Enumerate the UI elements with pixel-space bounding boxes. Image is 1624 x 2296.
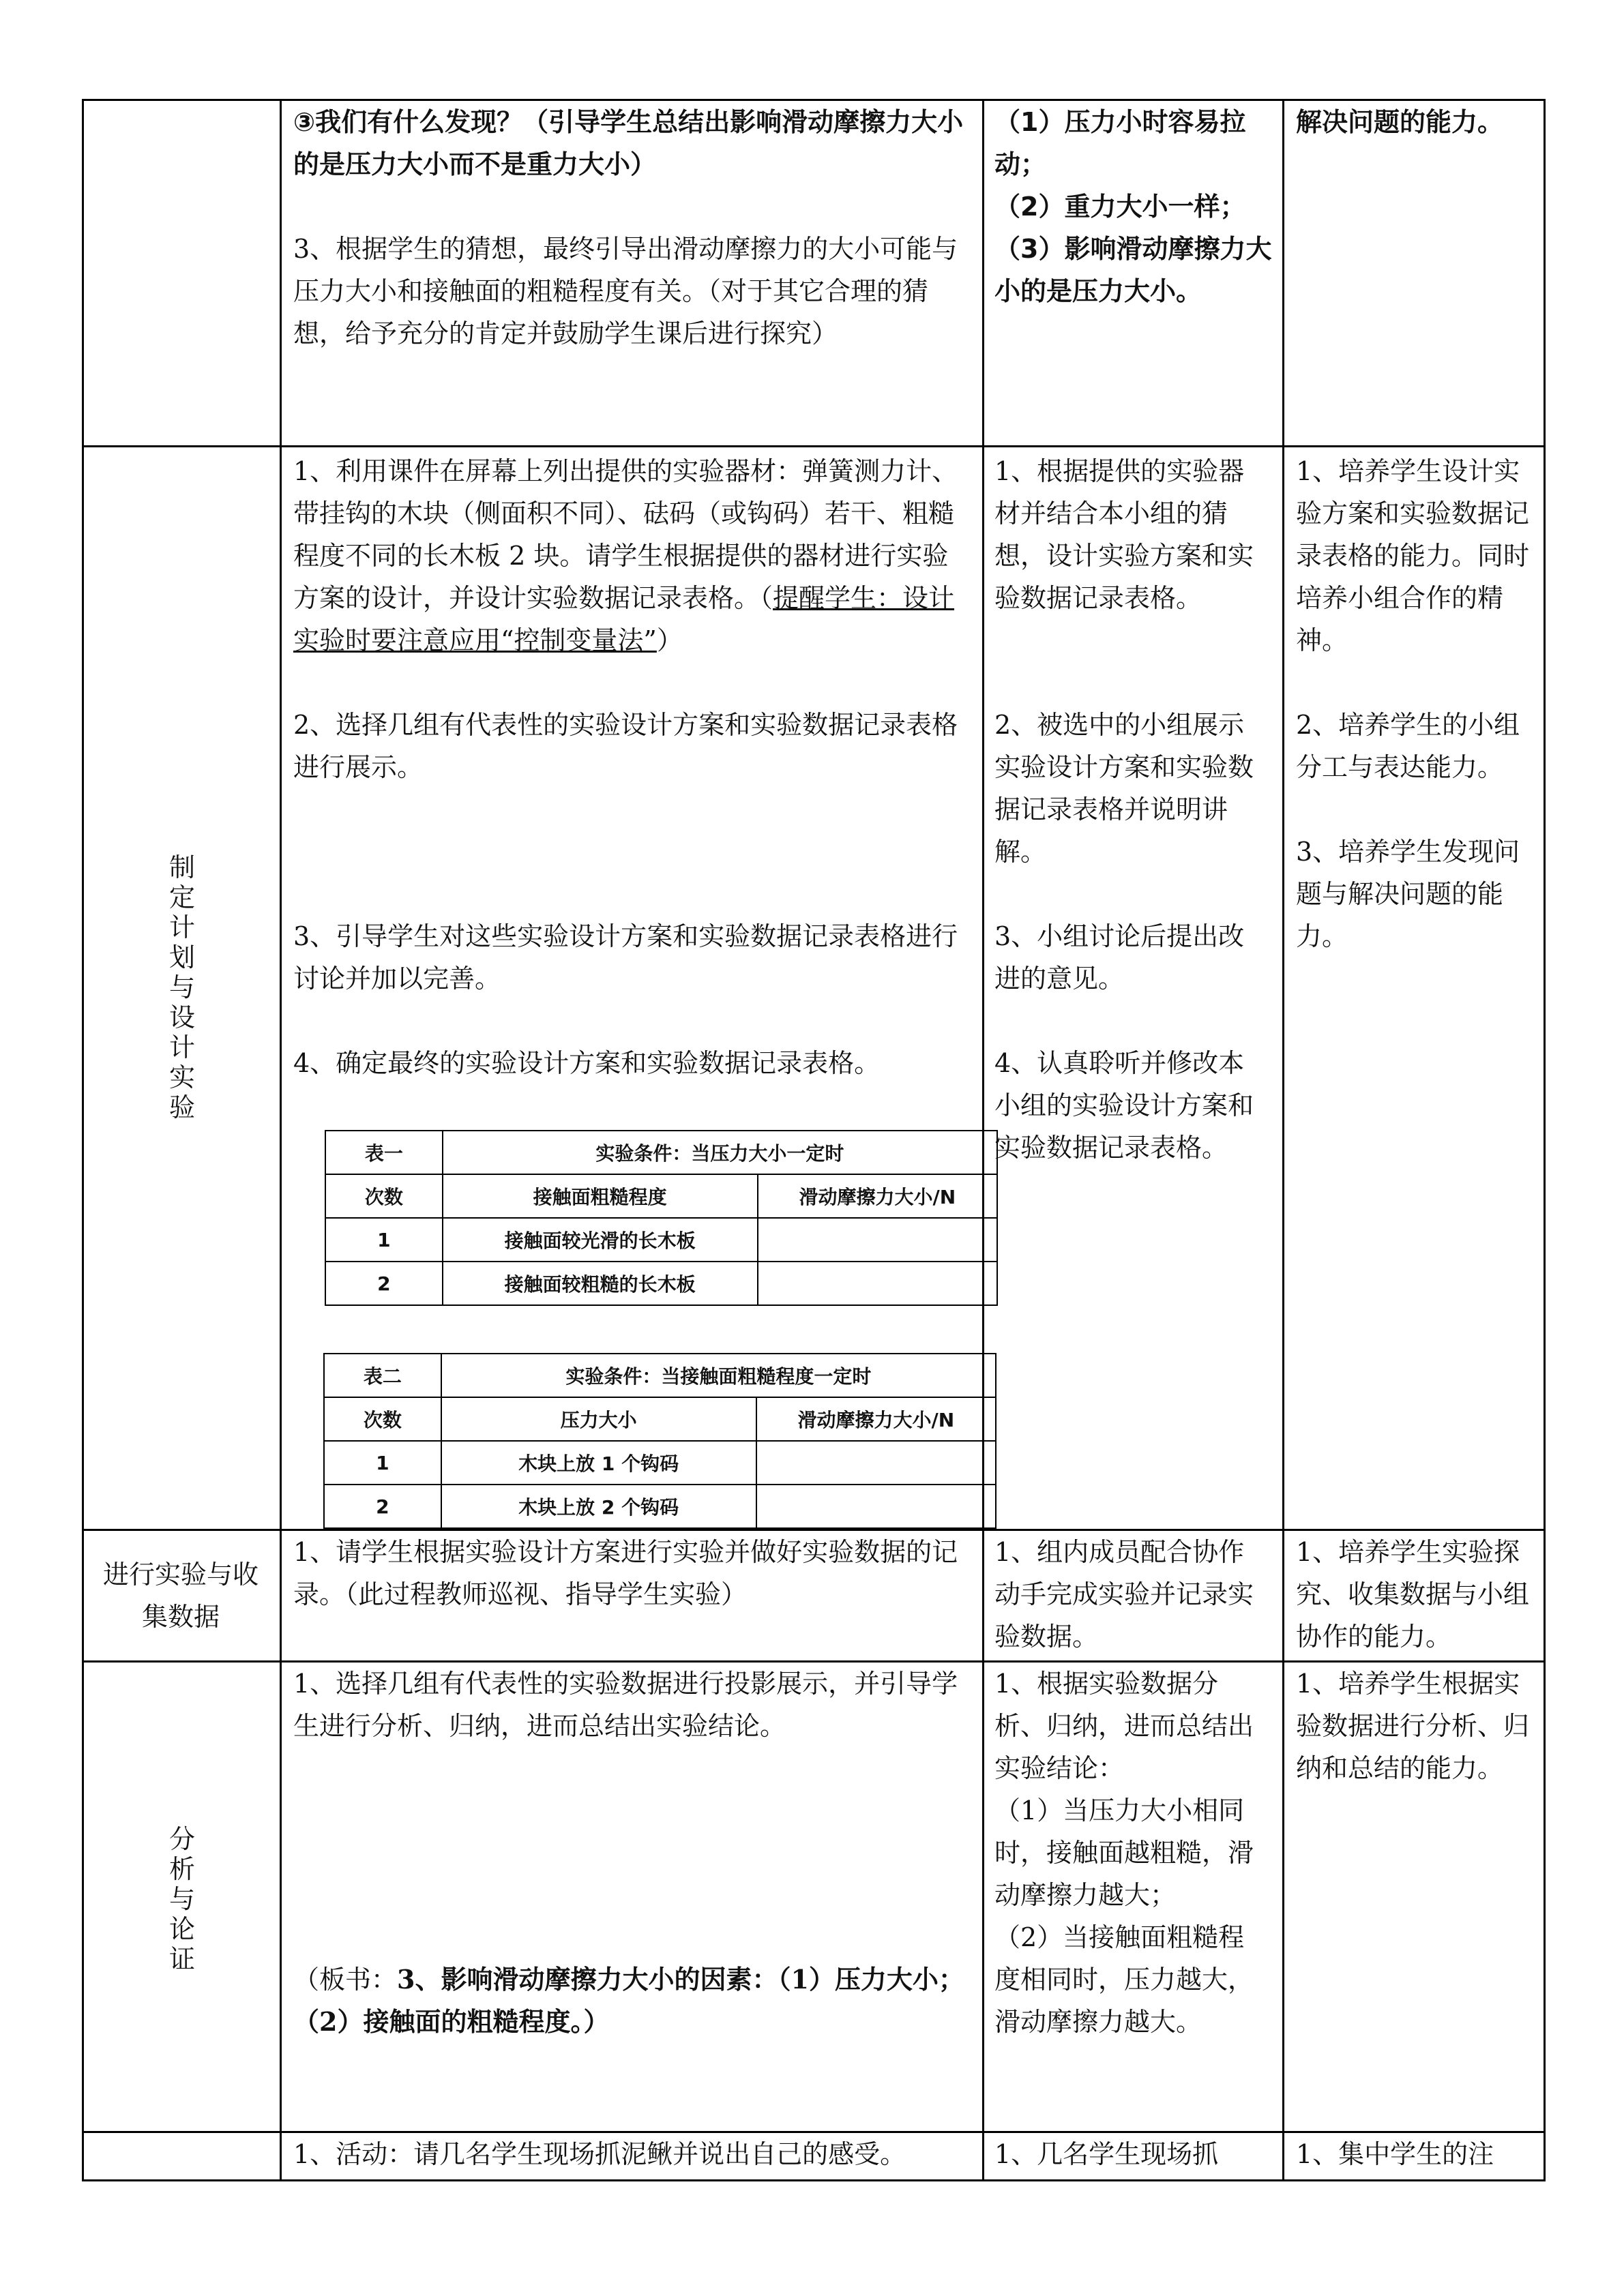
table-row: 1 接触面较光滑的长木板 [325,1218,997,1262]
row1-student-line-2: （2）重力大小一样； [994,192,1246,222]
row1-student-line-1: （1）压力小时容易拉动； [994,107,1246,179]
row1-intent-text: 解决问题的能力。 [1296,107,1504,137]
row2-teacher-p2: 2、选择几组有代表性的实验设计方案和实验数据记录表格进行展示。 [293,710,958,782]
row3-student-cell: 1、组内成员配合协作动手完成实验并记录实验数据。 [994,1537,1254,1652]
row4-student-cell [994,1663,1267,2043]
stage-analysis-argument: 分析与论证 [168,1824,195,1974]
row4-intent-cell: 1、培养学生根据实验数据进行分析、归纳和总结的能力。 [1296,1669,1530,1783]
row2-intent-cell [1296,450,1535,957]
row-divider-1 [82,445,1546,447]
row5-intent-cell: 1、集中学生的注 [1296,2139,1494,2169]
table2-header-pressure: 压力大小 [441,1397,756,1441]
row2-student-p2: 2、被选中的小组展示实验设计方案和实验数据记录表格并说明讲解。 [994,710,1254,867]
table-row: 1 木块上放 1 个钩码 [324,1441,996,1485]
table-border-bottom [82,2179,1546,2181]
row4-student-p2: （1）当压力大小相同时，接触面越粗糙，滑动摩擦力越大； [994,1795,1254,1910]
table2-label: 表二 [324,1354,441,1397]
row2-teacher-p1: 1、利用课件在屏幕上列出提供的实验器材：弹簧测力计、带挂钩的木块（侧面积不同）、砝码（或钩码）若干、粗糙程度不同的长木板 2 块。请学生根据提供的器材进行实验方案的设计，并设计实验数据记录表格。（提醒学生：设计实验时要注意应用“控制变量法”） [293,456,958,655]
row4-teacher-cell [293,1663,969,2043]
row2-student-cell [994,450,1267,1169]
table1-condition: 实验条件：当压力大小一定时 [443,1131,997,1174]
table2-header-count: 次数 [324,1397,441,1441]
table-row: 2 接触面较粗糙的长木板 [325,1262,997,1305]
row1-student-line-3: （3）影响滑动摩擦力大小的是压力大小。 [994,234,1272,306]
table-border-right [1544,99,1546,2181]
row4-teacher-text: 1、选择几组有代表性的实验数据进行投影展示，并引导学生进行分析、归纳，进而总结出实验结论。 [293,1669,958,1741]
row4-student-p1: 1、根据实验数据分析、归纳，进而总结出实验结论： [994,1669,1254,1783]
row2-teacher-p3: 3、引导学生对这些实验设计方案和实验数据记录表格进行讨论并加以完善。 [293,921,958,994]
table-border-left [82,99,84,2181]
row4-student-p3: （2）当接触面粗糙程度相同时，压力越大，滑动摩擦力越大。 [994,1922,1254,2037]
row1-intent-cell [1296,101,1535,143]
table2-header-friction: 滑动摩擦力大小/N [756,1397,996,1441]
stage-plan-design: 制定计划与设计实验 [168,852,195,1122]
table1-header-surface: 接触面粗糙程度 [443,1174,758,1218]
row2-teacher-p4: 4、确定最终的实验设计方案和实验数据记录表格。 [293,1048,881,1078]
row2-student-p1: 1、根据提供的实验器材并结合本小组的猜想，设计实验方案和实验数据记录表格。 [994,456,1254,613]
row2-student-p3: 3、小组讨论后提出改进的意见。 [994,921,1245,994]
data-table-1 [325,1130,998,1306]
row1-teacher-text: 3、根据学生的猜想，最终引导出滑动摩擦力的大小可能与压力大小和接触面的粗糙程度有关。（对于其它合理的猜想，给予充分的肯定并鼓励学生课后进行探究） [293,234,958,348]
row2-student-p4: 4、认真聆听并修改本小组的实验设计方案和实验数据记录表格。 [994,1048,1254,1163]
table1-header-friction: 滑动摩擦力大小/N [758,1174,997,1218]
row2-intent-p1: 1、培养学生设计实验方案和实验数据记录表格的能力。同时培养小组合作的精神。 [1296,456,1530,655]
row5-student-cell: 1、几名学生现场抓 [994,2139,1219,2169]
table-row: 2 木块上放 2 个钩码 [324,1485,996,1528]
table2-condition: 实验条件：当接触面粗糙程度一定时 [441,1354,996,1397]
row3-intent-cell: 1、培养学生实验探究、收集数据与小组协作的能力。 [1296,1537,1530,1652]
column-divider-3 [1282,99,1284,2181]
row2-intent-p2: 2、培养学生的小组分工与表达能力。 [1296,710,1520,782]
control-variable-reminder: 提醒学生：设计实验时要注意应用“控制变量法” [293,583,955,655]
table1-label: 表一 [325,1131,443,1174]
stage-experiment-collect: 进行实验与收集数据 [102,1560,259,1632]
row1-teacher-question: ③我们有什么发现？（引导学生总结出影响滑动摩擦力大小的是压力大小而不是重力大小） [293,107,964,179]
table1-header-count: 次数 [325,1174,443,1218]
row5-teacher-cell: 1、活动：请几名学生现场抓泥鳅并说出自己的感受。 [293,2139,906,2169]
row2-intent-p3: 3、培养学生发现问题与解决问题的能力。 [1296,837,1520,951]
row1-student-cell [994,101,1274,312]
data-table-2 [323,1353,996,1529]
row2-teacher-cell [293,450,969,1084]
row4-board-note: （板书：3、影响滑动摩擦力大小的因素：（1）压力大小；（2）接触面的粗糙程度。） [293,1964,964,2037]
row1-teacher-cell [293,101,969,355]
row3-teacher-cell: 1、请学生根据实验设计方案进行实验并做好实验数据的记录。（此过程教师巡视、指导学生实验） [293,1537,958,1609]
column-divider-1 [280,99,282,2181]
